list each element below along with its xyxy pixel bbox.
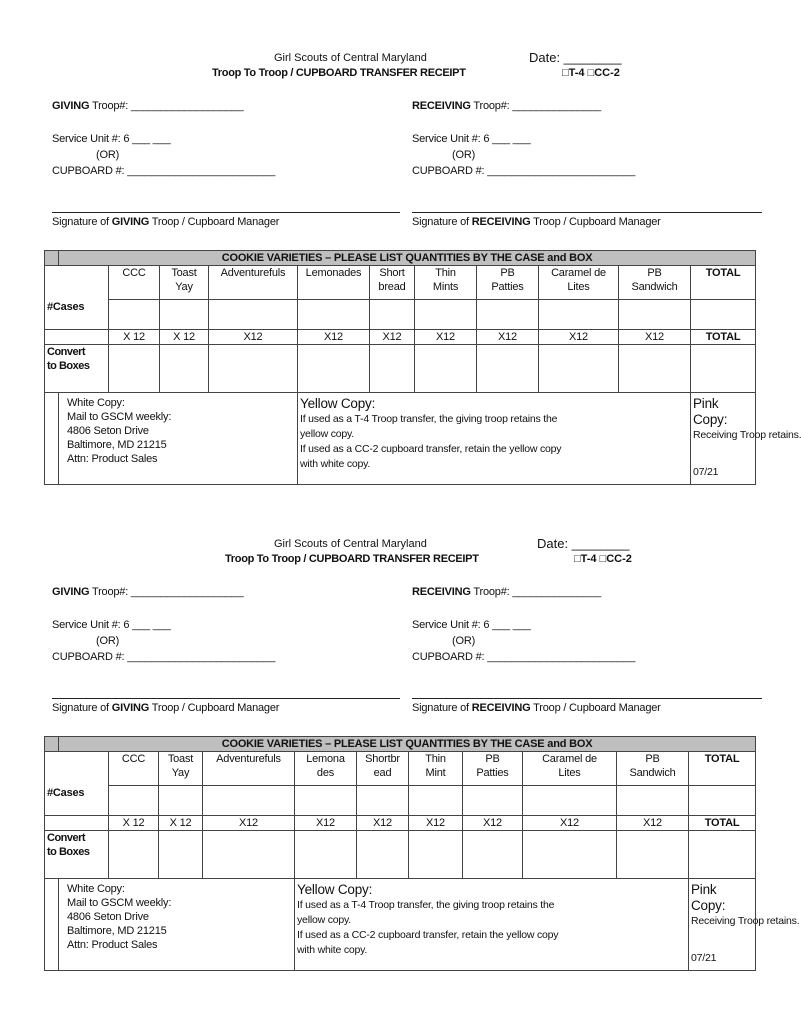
cases-input-cell[interactable] — [619, 300, 691, 330]
boxes-input-cell[interactable] — [295, 831, 357, 879]
receiving-word: RECEIVING — [412, 586, 471, 598]
cases-input-cell[interactable] — [295, 786, 357, 816]
multiplier: X12 — [357, 816, 409, 831]
cases-input-cell[interactable] — [159, 786, 203, 816]
or-label: (OR) — [96, 635, 120, 647]
boxes-input-cell[interactable] — [477, 345, 539, 393]
yellow-copy-text: If used as a T-4 Troop transfer, the giving troop retains the yellow copy. If used as a CC-2 cupboard transfer, retain the yellow copy with white copy. — [300, 413, 562, 470]
boxes-input-cell[interactable] — [109, 831, 159, 879]
corner-cell — [45, 752, 109, 786]
variety-header: PB Patties — [477, 266, 539, 300]
variety-header: Thin Mint — [409, 752, 463, 786]
boxes-input-cell[interactable] — [415, 345, 477, 393]
variety-header: Lemonades — [298, 266, 370, 300]
cases-input-cell[interactable] — [523, 786, 617, 816]
cases-input-cell[interactable] — [203, 786, 295, 816]
variety-header: Adventurefuls — [209, 266, 298, 300]
convert-row-label: Convert to Boxes — [45, 831, 109, 879]
cases-input-cell[interactable] — [357, 786, 409, 816]
yellow-copy-box — [298, 393, 691, 485]
giving-word: GIVING — [52, 100, 90, 112]
multiplier: X 12 — [109, 330, 160, 345]
copy-spacer — [45, 879, 59, 971]
multiplier: X12 — [409, 816, 463, 831]
receipt-title: Troop To Troop / CUPBOARD TRANSFER RECEIPT — [212, 67, 466, 79]
giving-cupboard-field[interactable]: CUPBOARD #: _________________________ — [52, 651, 276, 663]
receipt-title: Troop To Troop / CUPBOARD TRANSFER RECEIPT — [225, 553, 479, 565]
total-header: TOTAL — [691, 330, 756, 345]
boxes-input-cell[interactable] — [298, 345, 370, 393]
multiplier: X12 — [539, 330, 619, 345]
variety-header: PB Patties — [463, 752, 523, 786]
transfer-type-checkboxes[interactable]: □T-4 □CC-2 — [574, 553, 632, 565]
date-field[interactable]: Date: ________ — [529, 50, 622, 65]
variety-header: Short bread — [370, 266, 415, 300]
white-copy-instructions: White Copy: Mail to GSCM weekly: 4806 Seton Drive Baltimore, MD 21215 Attn: Product Sales — [59, 393, 298, 485]
multiplier: X12 — [203, 816, 295, 831]
table-header: COOKIE VARIETIES – PLEASE LIST QUANTITIES BY THE CASE and BOX — [59, 251, 756, 266]
giving-signature-line[interactable] — [52, 698, 400, 699]
receiving-troop-field[interactable] — [412, 100, 601, 112]
variety-header: Thin Mints — [415, 266, 477, 300]
multiplier: X12 — [415, 330, 477, 345]
boxes-input-cell[interactable] — [370, 345, 415, 393]
cases-input-cell[interactable] — [109, 300, 160, 330]
yellow-copy-title: Yellow Copy: — [300, 396, 376, 411]
multiplier-label-cell — [45, 330, 109, 345]
cases-input-cell[interactable] — [463, 786, 523, 816]
receiving-service-unit-field[interactable]: Service Unit #: 6 ___ ___ — [412, 619, 531, 631]
total-header: TOTAL — [691, 266, 756, 300]
giving-service-unit-field[interactable]: Service Unit #: 6 ___ ___ — [52, 619, 171, 631]
pink-copy-box — [691, 393, 801, 485]
revision-date: 07/21 — [691, 952, 717, 964]
white-copy-instructions: White Copy: Mail to GSCM weekly: 4806 Seton Drive Baltimore, MD 21215 Attn: Product Sales — [59, 879, 295, 971]
variety-header: Caramel de Lites — [539, 266, 619, 300]
copy-spacer — [45, 393, 59, 485]
variety-header: Toast Yay — [160, 266, 209, 300]
boxes-total-cell[interactable] — [689, 831, 756, 879]
multiplier: X12 — [295, 816, 357, 831]
cases-input-cell[interactable] — [409, 786, 463, 816]
cases-input-cell[interactable] — [209, 300, 298, 330]
boxes-input-cell[interactable] — [160, 345, 209, 393]
or-label: (OR) — [452, 635, 476, 647]
cookie-quantity-table — [44, 736, 800, 971]
table-header: COOKIE VARIETIES – PLEASE LIST QUANTITIES BY THE CASE and BOX — [59, 737, 756, 752]
header-shade-cell — [45, 251, 59, 266]
org-name: Girl Scouts of Central Maryland — [274, 538, 427, 550]
giving-troop-blank: Troop#: ___________________ — [89, 100, 244, 112]
date-field[interactable]: Date: ________ — [537, 536, 630, 551]
receiving-troop-blank: Troop#: _______________ — [470, 100, 602, 112]
boxes-input-cell[interactable] — [463, 831, 523, 879]
multiplier: X12 — [523, 816, 617, 831]
variety-header: Caramel de Lites — [523, 752, 617, 786]
pink-copy-box — [689, 879, 800, 971]
transfer-receipt-form-1 — [0, 0, 801, 490]
receiving-signature-label: Signature of RECEIVING Troop / Cupboard Manager — [412, 216, 661, 228]
giving-troop-field[interactable] — [52, 586, 243, 598]
boxes-input-cell[interactable] — [203, 831, 295, 879]
or-label: (OR) — [96, 149, 120, 161]
receiving-signature-line[interactable] — [412, 212, 762, 213]
boxes-input-cell[interactable] — [409, 831, 463, 879]
total-header: TOTAL — [689, 752, 756, 786]
boxes-input-cell[interactable] — [209, 345, 298, 393]
receiving-troop-field[interactable] — [412, 586, 601, 598]
cases-input-cell[interactable] — [539, 300, 619, 330]
variety-header: Toast Yay — [159, 752, 203, 786]
multiplier: X12 — [477, 330, 539, 345]
giving-cupboard-field[interactable]: CUPBOARD #: _________________________ — [52, 165, 276, 177]
multiplier: X12 — [298, 330, 370, 345]
receiving-signature-label: Signature of RECEIVING Troop / Cupboard Manager — [412, 702, 661, 714]
header-shade-cell — [45, 737, 59, 752]
transfer-receipt-form-2 — [0, 486, 800, 976]
yellow-copy-box — [295, 879, 689, 971]
variety-header: CCC — [109, 752, 159, 786]
variety-header: Lemona des — [295, 752, 357, 786]
receiving-cupboard-field[interactable]: CUPBOARD #: _________________________ — [412, 165, 636, 177]
cases-input-cell[interactable] — [370, 300, 415, 330]
total-header: TOTAL — [689, 816, 756, 831]
multiplier: X 12 — [109, 816, 159, 831]
receiving-cupboard-field[interactable]: CUPBOARD #: _________________________ — [412, 651, 636, 663]
boxes-input-cell[interactable] — [159, 831, 203, 879]
multiplier: X12 — [370, 330, 415, 345]
cases-input-cell[interactable] — [160, 300, 209, 330]
variety-header: CCC — [109, 266, 160, 300]
boxes-input-cell[interactable] — [539, 345, 619, 393]
giving-signature-line[interactable] — [52, 212, 400, 213]
revision-date: 07/21 — [693, 466, 719, 478]
yellow-copy-title: Yellow Copy: — [297, 882, 373, 897]
giving-troop-blank: Troop#: ___________________ — [89, 586, 244, 598]
convert-row-label: Convert to Boxes — [45, 345, 109, 393]
multiplier: X12 — [463, 816, 523, 831]
multiplier: X 12 — [160, 330, 209, 345]
cases-total-cell[interactable] — [689, 786, 756, 816]
cases-row-label: #Cases — [45, 786, 109, 816]
giving-signature-label: Signature of GIVING Troop / Cupboard Manager — [52, 702, 280, 714]
variety-header: Shortbr ead — [357, 752, 409, 786]
variety-header: PB Sandwich — [619, 266, 691, 300]
receiving-word: RECEIVING — [412, 100, 471, 112]
pink-copy-title: Pink Copy: — [691, 882, 726, 913]
boxes-total-cell[interactable] — [691, 345, 756, 393]
org-name: Girl Scouts of Central Maryland — [274, 52, 427, 64]
pink-copy-text: Receiving Troop retains. — [691, 915, 800, 927]
giving-word: GIVING — [52, 586, 90, 598]
multiplier-label-cell — [45, 816, 109, 831]
boxes-input-cell[interactable] — [357, 831, 409, 879]
boxes-input-cell[interactable] — [617, 831, 689, 879]
giving-service-unit-field[interactable]: Service Unit #: 6 ___ ___ — [52, 133, 171, 145]
pink-copy-title: Pink Copy: — [693, 396, 728, 427]
yellow-copy-text: If used as a T-4 Troop transfer, the giving troop retains the yellow copy. If used as a CC-2 cupboard transfer, retain the yellow copy with white copy. — [297, 899, 559, 956]
receiving-troop-blank: Troop#: _______________ — [470, 586, 602, 598]
cases-total-cell[interactable] — [691, 300, 756, 330]
boxes-input-cell[interactable] — [619, 345, 691, 393]
cases-row-label: #Cases — [45, 300, 109, 330]
multiplier: X12 — [209, 330, 298, 345]
giving-signature-label: Signature of GIVING Troop / Cupboard Manager — [52, 216, 280, 228]
receiving-signature-line[interactable] — [412, 698, 762, 699]
multiplier: X12 — [617, 816, 689, 831]
cases-input-cell[interactable] — [415, 300, 477, 330]
multiplier: X 12 — [159, 816, 203, 831]
cases-input-cell[interactable] — [109, 786, 159, 816]
cases-input-cell[interactable] — [477, 300, 539, 330]
boxes-input-cell[interactable] — [109, 345, 160, 393]
transfer-type-checkboxes[interactable]: □T-4 □CC-2 — [562, 67, 620, 79]
variety-header: Adventurefuls — [203, 752, 295, 786]
boxes-input-cell[interactable] — [523, 831, 617, 879]
variety-header: PB Sandwich — [617, 752, 689, 786]
cases-input-cell[interactable] — [617, 786, 689, 816]
multiplier: X12 — [619, 330, 691, 345]
cookie-quantity-table — [44, 250, 801, 485]
receiving-service-unit-field[interactable]: Service Unit #: 6 ___ ___ — [412, 133, 531, 145]
corner-cell — [45, 266, 109, 300]
cases-input-cell[interactable] — [298, 300, 370, 330]
pink-copy-text: Receiving Troop retains. — [693, 429, 801, 441]
giving-troop-field[interactable] — [52, 100, 243, 112]
or-label: (OR) — [452, 149, 476, 161]
